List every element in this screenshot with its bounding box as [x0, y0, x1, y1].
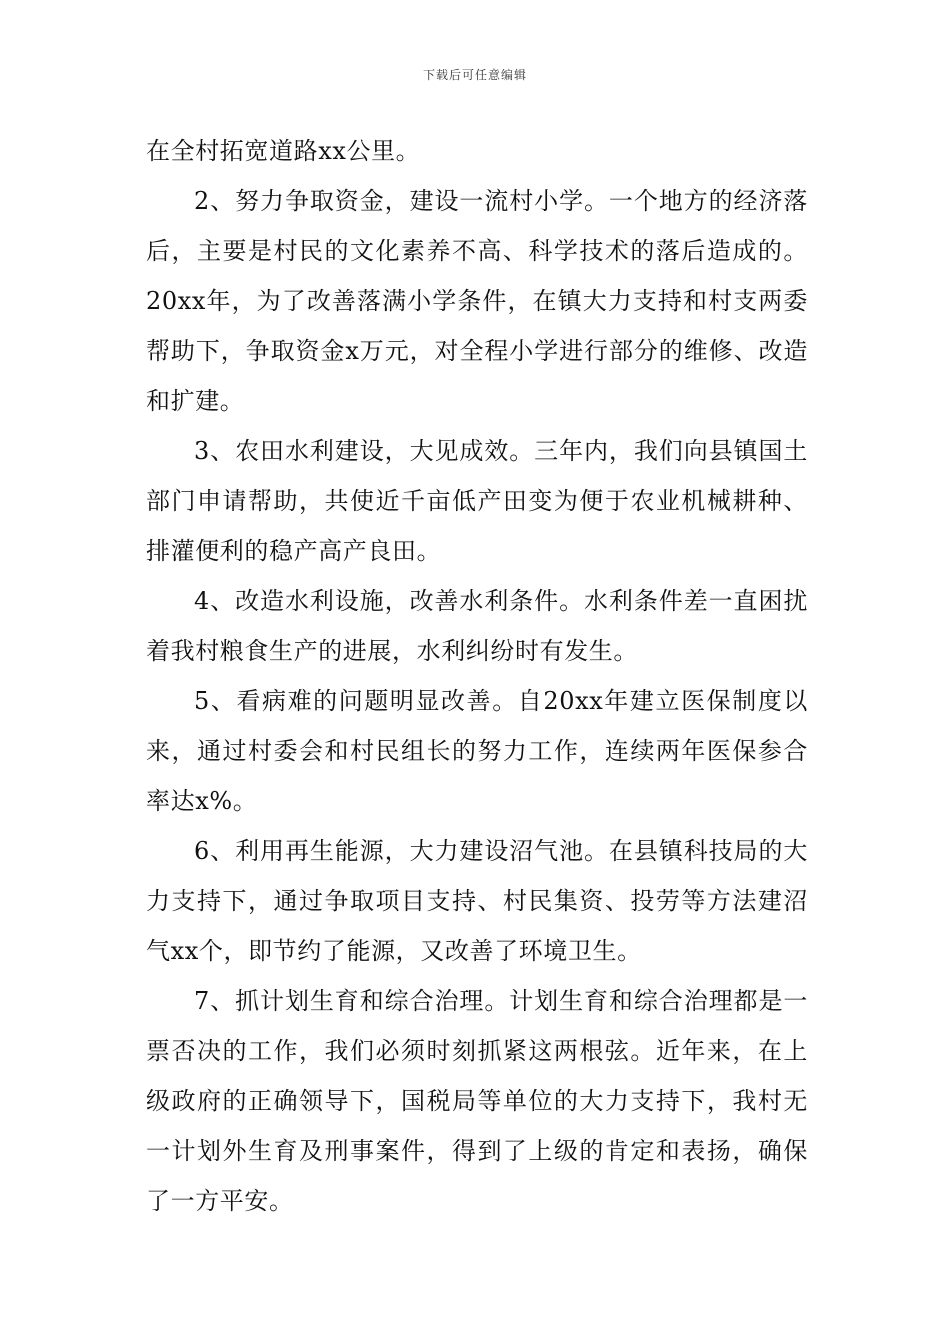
paragraph-item-2: 2、努力争取资金，建设一流村小学。一个地方的经济落后，主要是村民的文化素养不高、科学技术的落后造成的。20xx年，为了改善落满小学条件，在镇大力支持和村支两委帮助下，争取资金x万元，对全程小学进行部分的维修、改造和扩建。 [146, 187, 808, 415]
paragraph-item-5: 5、看病难的问题明显改善。自20xx年建立医保制度以来，通过村委会和村民组长的努力工作，连续两年医保参合率达x%。 [146, 687, 808, 815]
paragraph-item-4: 4、改造水利设施，改善水利条件。水利条件差一直困扰着我村粮食生产的进展，水利纠纷时有发生。 [146, 587, 808, 665]
document-body [146, 126, 808, 1226]
header-note: 下载后可任意编辑 [422, 68, 527, 82]
paragraph-item-7: 7、抓计划生育和综合治理。计划生育和综合治理都是一票否决的工作，我们必须时刻抓紧这两根弦。近年来，在上级政府的正确领导下，国税局等单位的大力支持下，我村无一计划外生育及刑事案件，得到了上级的肯定和表扬，确保了一方平安。 [146, 987, 808, 1215]
paragraph-item-3: 3、农田水利建设，大见成效。三年内，我们向县镇国土部门申请帮助，共使近千亩低产田变为便于农业机械耕种、排灌便利的稳产高产良田。 [146, 437, 808, 565]
paragraph-continuation: 在全村拓宽道路xx公里。 [146, 137, 421, 165]
paragraph-item-6: 6、利用再生能源，大力建设沼气池。在县镇科技局的大力支持下，通过争取项目支持、村民集资、投劳等方法建沼气xx个，即节约了能源，又改善了环境卫生。 [146, 837, 808, 965]
